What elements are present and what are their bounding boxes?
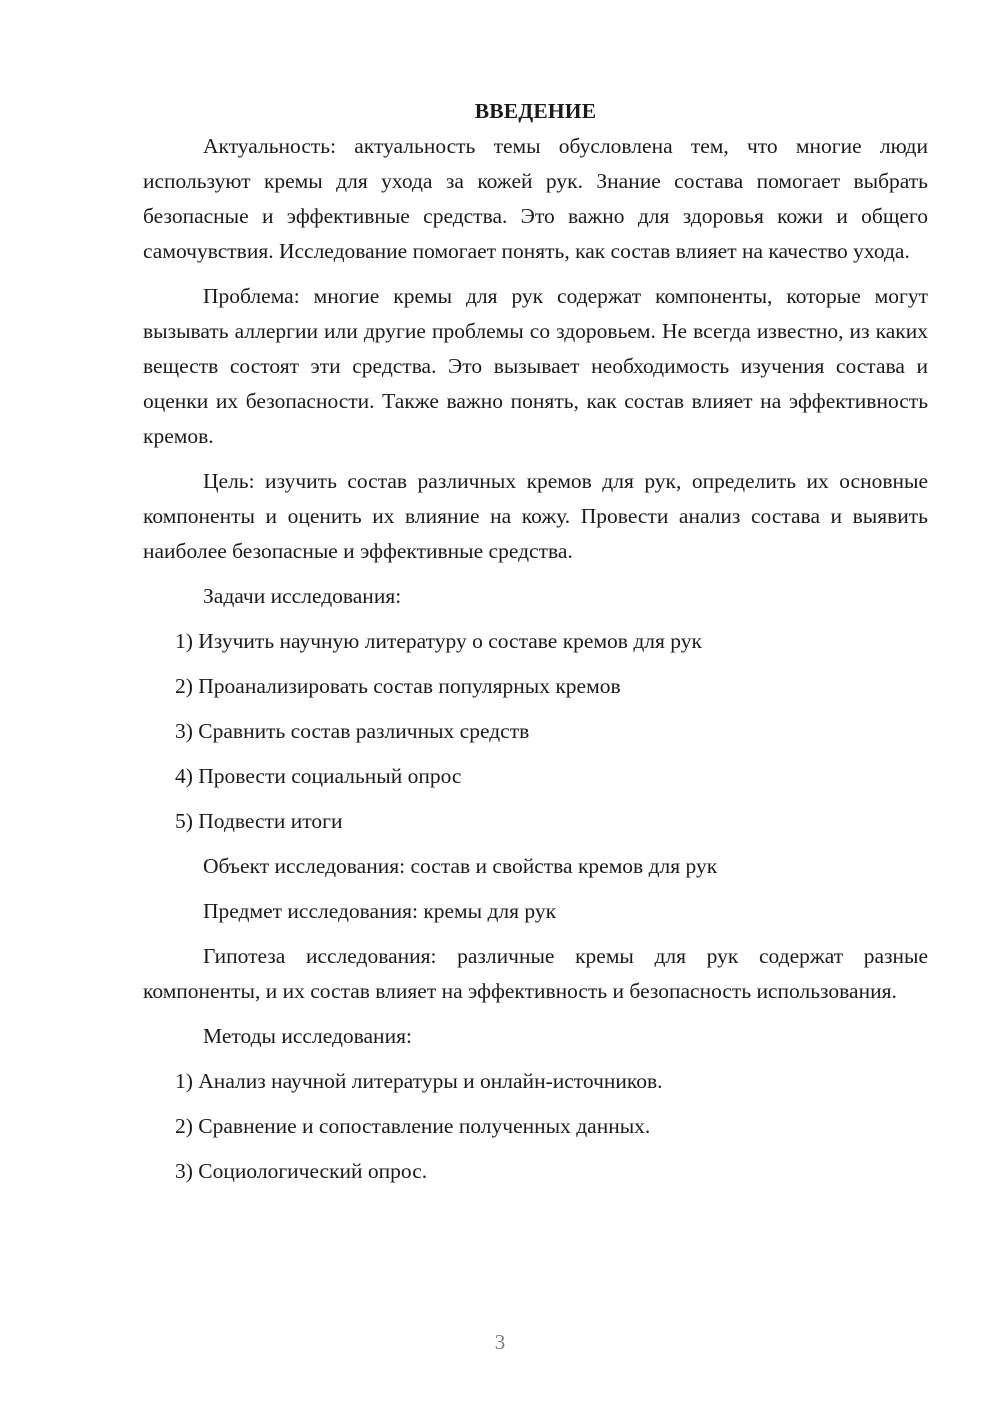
method-item-2: 2) Сравнение и сопоставление полученных данных. [175, 1114, 651, 1138]
task-item-3: 3) Сравнить состав различных средств [175, 719, 530, 743]
task-item-4: 4) Провести социальный опрос [175, 764, 462, 788]
method-item-1: 1) Анализ научной литературы и онлайн-источников. [175, 1069, 663, 1093]
task-item-5: 5) Подвести итоги [175, 809, 343, 833]
section-title: ВВЕДЕНИЕ [474, 99, 597, 123]
problem-paragraph: Проблема: многие кремы для рук содержат компоненты, которые могут вызывать аллергии или другие проблемы со здоровьем. Не всегда известно, из каких веществ состоят эти средства. Это вызывает необходимость изучения состава и оценки их безопасности. Также важно понять, как состав влияет на эффективность кремов. [143, 284, 928, 448]
hypothesis-paragraph: Гипотеза исследования: различные кремы для рук содержат разные компоненты, и их состав влияет на эффективность и безопасность использования. [143, 944, 928, 1003]
page-content [143, 94, 928, 1199]
research-subject: Предмет исследования: кремы для рук [203, 899, 557, 923]
methods-heading: Методы исследования: [203, 1024, 412, 1048]
goal-paragraph: Цель: изучить состав различных кремов для рук, определить их основные компоненты и оценить их влияние на кожу. Провести анализ состава и выявить наиболее безопасные и эффективные средства. [143, 469, 928, 563]
research-object: Объект исследования: состав и свойства кремов для рук [203, 854, 718, 878]
tasks-heading: Задачи исследования: [203, 584, 402, 608]
task-item-2: 2) Проанализировать состав популярных кремов [175, 674, 621, 698]
task-item-1: 1) Изучить научную литературу о составе кремов для рук [175, 629, 702, 653]
page-number: 3 [494, 1330, 506, 1354]
method-item-3: 3) Социологический опрос. [175, 1159, 428, 1183]
relevance-paragraph: Актуальность: актуальность темы обусловлена тем, что многие люди используют кремы для ухода за кожей рук. Знание состава помогает выбрать безопасные и эффективные средства. Это важно для здоровья кожи и общего самочувствия. Исследование помогает понять, как состав влияет на качество ухода. [143, 134, 928, 263]
